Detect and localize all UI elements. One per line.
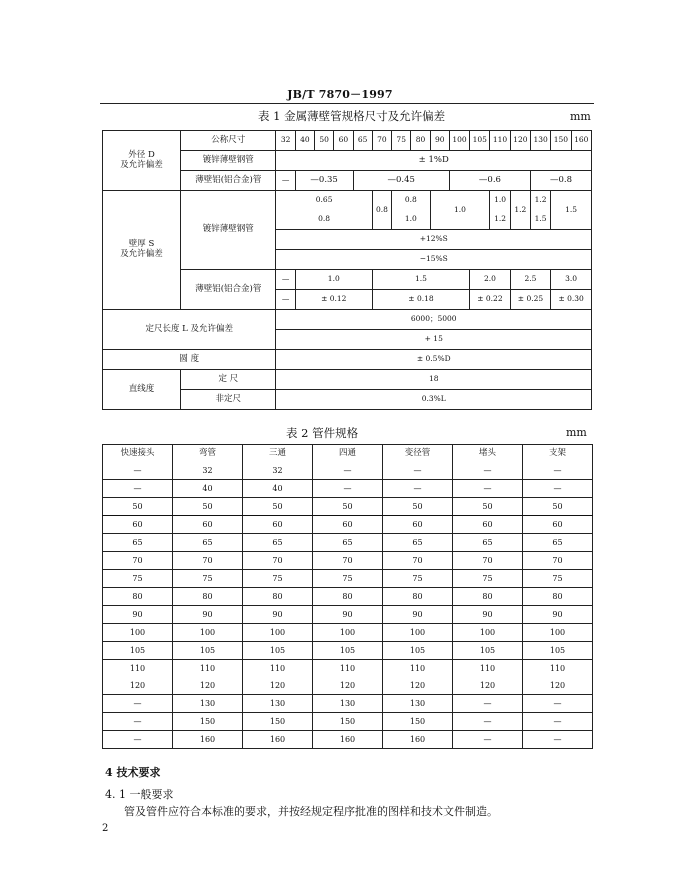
table-cell: 65 bbox=[103, 534, 173, 552]
straightness-fixed-label: 定 尺 bbox=[181, 370, 276, 390]
straightness-fixed-value: 18 bbox=[276, 370, 592, 390]
table-cell: 100 bbox=[173, 624, 243, 642]
table-cell: 100 bbox=[313, 624, 383, 642]
table-cell: 75 bbox=[103, 570, 173, 588]
table-cell: 70 bbox=[173, 552, 243, 570]
al-alloy-label: 薄壁铝(铝合金)管 bbox=[181, 270, 276, 310]
table-row bbox=[103, 731, 593, 749]
roundness-label: 圆 度 bbox=[103, 350, 276, 370]
table-cell: 90 bbox=[103, 606, 173, 624]
table-cell: 105 bbox=[523, 642, 593, 660]
table-cell: 110 bbox=[103, 660, 173, 678]
page-number: 2 bbox=[102, 823, 109, 834]
fixed-length-label: 定尺长度 L 及允许偏差 bbox=[103, 310, 276, 350]
table-cell: — bbox=[383, 462, 453, 480]
section-4-1-heading: 4. 1 一般要求 bbox=[105, 788, 174, 801]
table-cell: 50 bbox=[453, 498, 523, 516]
table-cell: 110 bbox=[243, 660, 313, 678]
table-cell: 60 bbox=[523, 516, 593, 534]
table-cell: 100 bbox=[103, 624, 173, 642]
table-cell: 105 bbox=[103, 642, 173, 660]
table-cell: 120 bbox=[173, 677, 243, 695]
table-cell: — bbox=[453, 695, 523, 713]
table-cell: 105 bbox=[243, 642, 313, 660]
table-cell: — bbox=[313, 480, 383, 498]
table-cell: 105 bbox=[173, 642, 243, 660]
wall-al-dash: — bbox=[276, 270, 295, 290]
table-cell: 60 bbox=[103, 516, 173, 534]
wall-steel-value: 1.2 bbox=[534, 195, 547, 205]
table2-unit: mm bbox=[566, 426, 587, 439]
wall-al-tolerance: ± 0.12 bbox=[295, 290, 372, 310]
nominal-size: 110 bbox=[490, 131, 510, 151]
table-cell: 150 bbox=[383, 713, 453, 731]
od-al-tolerance: —0.35 bbox=[295, 171, 353, 191]
table-cell: 80 bbox=[313, 588, 383, 606]
table-cell: 75 bbox=[243, 570, 313, 588]
table-cell: 110 bbox=[173, 660, 243, 678]
table-cell: 50 bbox=[383, 498, 453, 516]
wall-steel-value: 1.5 bbox=[534, 214, 547, 224]
table-cell: 90 bbox=[173, 606, 243, 624]
table-cell: — bbox=[523, 462, 593, 480]
table-cell: — bbox=[523, 695, 593, 713]
table2-caption: 表 2 管件规格 bbox=[286, 426, 359, 440]
wall-al-thickness: 1.5 bbox=[372, 270, 469, 290]
wall-steel-tol-plus: +12%S bbox=[276, 230, 592, 250]
col-header: 堵头 bbox=[453, 445, 523, 463]
wall-steel-value: 0.8 bbox=[318, 214, 331, 224]
col-header: 弯管 bbox=[173, 445, 243, 463]
wall-steel-value: 1.5 bbox=[551, 191, 592, 230]
standard-number: JB/T 7870－1997 bbox=[287, 88, 393, 101]
wall-steel-value: 1.0 bbox=[430, 191, 490, 230]
table-cell: 130 bbox=[383, 695, 453, 713]
wall-label: 壁厚 S 及允许偏差 bbox=[103, 191, 181, 310]
table-cell: 105 bbox=[453, 642, 523, 660]
table-row bbox=[103, 570, 593, 588]
nominal-size: 100 bbox=[449, 131, 469, 151]
wall-steel-value: 1.0 bbox=[494, 195, 507, 205]
table-cell: — bbox=[523, 480, 593, 498]
table-cell: 160 bbox=[173, 731, 243, 749]
table-cell: 80 bbox=[103, 588, 173, 606]
wall-al-thickness: 2.0 bbox=[470, 270, 511, 290]
table1-unit: mm bbox=[570, 110, 591, 123]
wall-al-thickness: 3.0 bbox=[551, 270, 592, 290]
table-cell: 100 bbox=[383, 624, 453, 642]
table-cell: 75 bbox=[173, 570, 243, 588]
wall-al-thickness: 1.0 bbox=[295, 270, 372, 290]
table-cell: 50 bbox=[243, 498, 313, 516]
table-cell: 50 bbox=[173, 498, 243, 516]
table-cell: 110 bbox=[523, 660, 593, 678]
table-cell: — bbox=[453, 462, 523, 480]
table-row bbox=[103, 660, 593, 678]
table-cell: 60 bbox=[313, 516, 383, 534]
table-cell: 50 bbox=[523, 498, 593, 516]
od-al-tolerance: —0.8 bbox=[530, 171, 591, 191]
wall-al-dash: — bbox=[276, 290, 295, 310]
wall-steel-value: 0.8 bbox=[372, 191, 391, 230]
nominal-size: 60 bbox=[334, 131, 353, 151]
table-cell: — bbox=[103, 695, 173, 713]
table-cell: 130 bbox=[243, 695, 313, 713]
table-cell: 60 bbox=[383, 516, 453, 534]
section-4-1-body: 管及管件应符合本标准的要求，并按经规定程序批准的图样和技术文件制造。 bbox=[124, 805, 498, 818]
col-header: 快速接头 bbox=[103, 445, 173, 463]
table-cell: 150 bbox=[243, 713, 313, 731]
table-cell: — bbox=[313, 462, 383, 480]
galv-steel-label: 镀锌薄壁钢管 bbox=[181, 191, 276, 270]
table2 bbox=[102, 444, 593, 749]
table-cell: — bbox=[103, 713, 173, 731]
wall-steel-value: 0.8 bbox=[404, 195, 417, 205]
table-row bbox=[103, 480, 593, 498]
table-cell: 110 bbox=[453, 660, 523, 678]
table-cell: 90 bbox=[523, 606, 593, 624]
table-cell: 90 bbox=[383, 606, 453, 624]
straightness-nonfixed-value: 0.3%L bbox=[276, 390, 592, 410]
table-row bbox=[103, 588, 593, 606]
nominal-size: 32 bbox=[276, 131, 295, 151]
table-cell: 80 bbox=[243, 588, 313, 606]
wall-steel-value: 0.65 bbox=[315, 195, 333, 205]
table-cell: 160 bbox=[313, 731, 383, 749]
wall-steel-value: 1.0 bbox=[404, 214, 417, 224]
table-cell: — bbox=[523, 713, 593, 731]
table-cell: 160 bbox=[383, 731, 453, 749]
wall-steel-tol-minus: −15%S bbox=[276, 250, 592, 270]
table-cell: 65 bbox=[243, 534, 313, 552]
table-cell: 32 bbox=[243, 462, 313, 480]
table-cell: 90 bbox=[313, 606, 383, 624]
table-cell: 50 bbox=[313, 498, 383, 516]
nominal-size: 70 bbox=[372, 131, 391, 151]
table-cell: 60 bbox=[173, 516, 243, 534]
table-cell: 70 bbox=[243, 552, 313, 570]
table-cell: 65 bbox=[523, 534, 593, 552]
table-cell: 130 bbox=[313, 695, 383, 713]
nominal-size: 130 bbox=[530, 131, 550, 151]
table-row bbox=[103, 516, 593, 534]
table-row bbox=[103, 552, 593, 570]
table-cell: 60 bbox=[453, 516, 523, 534]
nominal-size: 150 bbox=[551, 131, 571, 151]
table-cell: 90 bbox=[453, 606, 523, 624]
nominal-size: 105 bbox=[470, 131, 490, 151]
table-cell: 110 bbox=[313, 660, 383, 678]
table-cell: 150 bbox=[173, 713, 243, 731]
col-header: 变径管 bbox=[383, 445, 453, 463]
table-cell: — bbox=[453, 713, 523, 731]
table-cell: 80 bbox=[523, 588, 593, 606]
table-cell: 120 bbox=[313, 677, 383, 695]
table-cell: 130 bbox=[173, 695, 243, 713]
section-4-heading: 4 技术要求 bbox=[105, 766, 161, 779]
straightness-nonfixed-label: 非定尺 bbox=[181, 390, 276, 410]
table-cell: 65 bbox=[383, 534, 453, 552]
table-cell: — bbox=[383, 480, 453, 498]
table-row bbox=[103, 642, 593, 660]
table1-caption: 表 1 金属薄壁管规格尺寸及允许偏差 bbox=[258, 109, 446, 123]
table-cell: — bbox=[103, 462, 173, 480]
col-header: 支架 bbox=[523, 445, 593, 463]
table-cell: 105 bbox=[313, 642, 383, 660]
al-alloy-label: 薄壁铝(铝合金)管 bbox=[181, 171, 276, 191]
wall-al-tolerance: ± 0.18 bbox=[372, 290, 469, 310]
table-cell: 70 bbox=[383, 552, 453, 570]
wall-al-tolerance: ± 0.30 bbox=[551, 290, 592, 310]
fixed-length-tolerance: + 15 bbox=[276, 330, 592, 350]
table-cell: 120 bbox=[523, 677, 593, 695]
nominal-size: 120 bbox=[510, 131, 530, 151]
table-cell: 100 bbox=[243, 624, 313, 642]
nominal-size: 90 bbox=[430, 131, 449, 151]
table-cell: — bbox=[453, 480, 523, 498]
table-row bbox=[103, 713, 593, 731]
table-cell: 100 bbox=[453, 624, 523, 642]
wall-steel-value: 1.2 bbox=[494, 214, 507, 224]
wall-al-tolerance: ± 0.25 bbox=[510, 290, 551, 310]
nominal-size: 40 bbox=[295, 131, 314, 151]
table-cell: 105 bbox=[383, 642, 453, 660]
galv-steel-label: 镀锌薄壁钢管 bbox=[181, 151, 276, 171]
table-cell: 70 bbox=[453, 552, 523, 570]
col-header: 三通 bbox=[243, 445, 313, 463]
nominal-size: 160 bbox=[571, 131, 591, 151]
roundness-value: ± 0.5%D bbox=[276, 350, 592, 370]
table-cell: 70 bbox=[103, 552, 173, 570]
header-rule bbox=[100, 103, 594, 104]
table-cell: 120 bbox=[103, 677, 173, 695]
table-cell: 75 bbox=[453, 570, 523, 588]
table-cell: 32 bbox=[173, 462, 243, 480]
table-cell: 80 bbox=[173, 588, 243, 606]
table-cell: 75 bbox=[383, 570, 453, 588]
table-cell: 60 bbox=[243, 516, 313, 534]
table-cell: 120 bbox=[383, 677, 453, 695]
wall-al-thickness: 2.5 bbox=[510, 270, 551, 290]
table-row bbox=[103, 606, 593, 624]
od-steel-tolerance: ± 1%D bbox=[276, 151, 592, 171]
table-cell: 120 bbox=[453, 677, 523, 695]
nominal-size: 65 bbox=[353, 131, 372, 151]
nominal-size: 75 bbox=[392, 131, 411, 151]
table-cell: 40 bbox=[243, 480, 313, 498]
table-cell: 75 bbox=[313, 570, 383, 588]
od-label: 外径 D 及允许偏差 bbox=[103, 131, 181, 191]
table-cell: — bbox=[103, 731, 173, 749]
col-header: 四通 bbox=[313, 445, 383, 463]
table-row bbox=[103, 695, 593, 713]
od-al-dash: — bbox=[276, 171, 295, 191]
table-cell: 65 bbox=[313, 534, 383, 552]
table-cell: 65 bbox=[173, 534, 243, 552]
table-row bbox=[103, 498, 593, 516]
nominal-label: 公称尺寸 bbox=[181, 131, 276, 151]
table-cell: 50 bbox=[103, 498, 173, 516]
table-row bbox=[103, 534, 593, 552]
fixed-length-value: 6000；5000 bbox=[276, 310, 592, 330]
table1 bbox=[102, 130, 592, 410]
table-row bbox=[103, 677, 593, 695]
table-cell: 70 bbox=[523, 552, 593, 570]
table-cell: 100 bbox=[523, 624, 593, 642]
table-cell: 80 bbox=[453, 588, 523, 606]
table-cell: — bbox=[103, 480, 173, 498]
table-cell: 65 bbox=[453, 534, 523, 552]
table-cell: 110 bbox=[383, 660, 453, 678]
table-cell: 150 bbox=[313, 713, 383, 731]
table-cell: 70 bbox=[313, 552, 383, 570]
table-cell: — bbox=[523, 731, 593, 749]
od-al-tolerance: —0.45 bbox=[353, 171, 449, 191]
table-cell: 80 bbox=[383, 588, 453, 606]
od-al-tolerance: —0.6 bbox=[449, 171, 530, 191]
table-row bbox=[103, 624, 593, 642]
straightness-label: 直线度 bbox=[103, 370, 181, 410]
nominal-size: 80 bbox=[411, 131, 430, 151]
table-cell: 120 bbox=[243, 677, 313, 695]
nominal-size: 50 bbox=[315, 131, 334, 151]
table-cell: 160 bbox=[243, 731, 313, 749]
wall-steel-value: 1.2 bbox=[510, 191, 530, 230]
table-cell: — bbox=[453, 731, 523, 749]
table-cell: 90 bbox=[243, 606, 313, 624]
table-row bbox=[103, 462, 593, 480]
wall-al-tolerance: ± 0.22 bbox=[470, 290, 511, 310]
table-cell: 40 bbox=[173, 480, 243, 498]
table-cell: 75 bbox=[523, 570, 593, 588]
